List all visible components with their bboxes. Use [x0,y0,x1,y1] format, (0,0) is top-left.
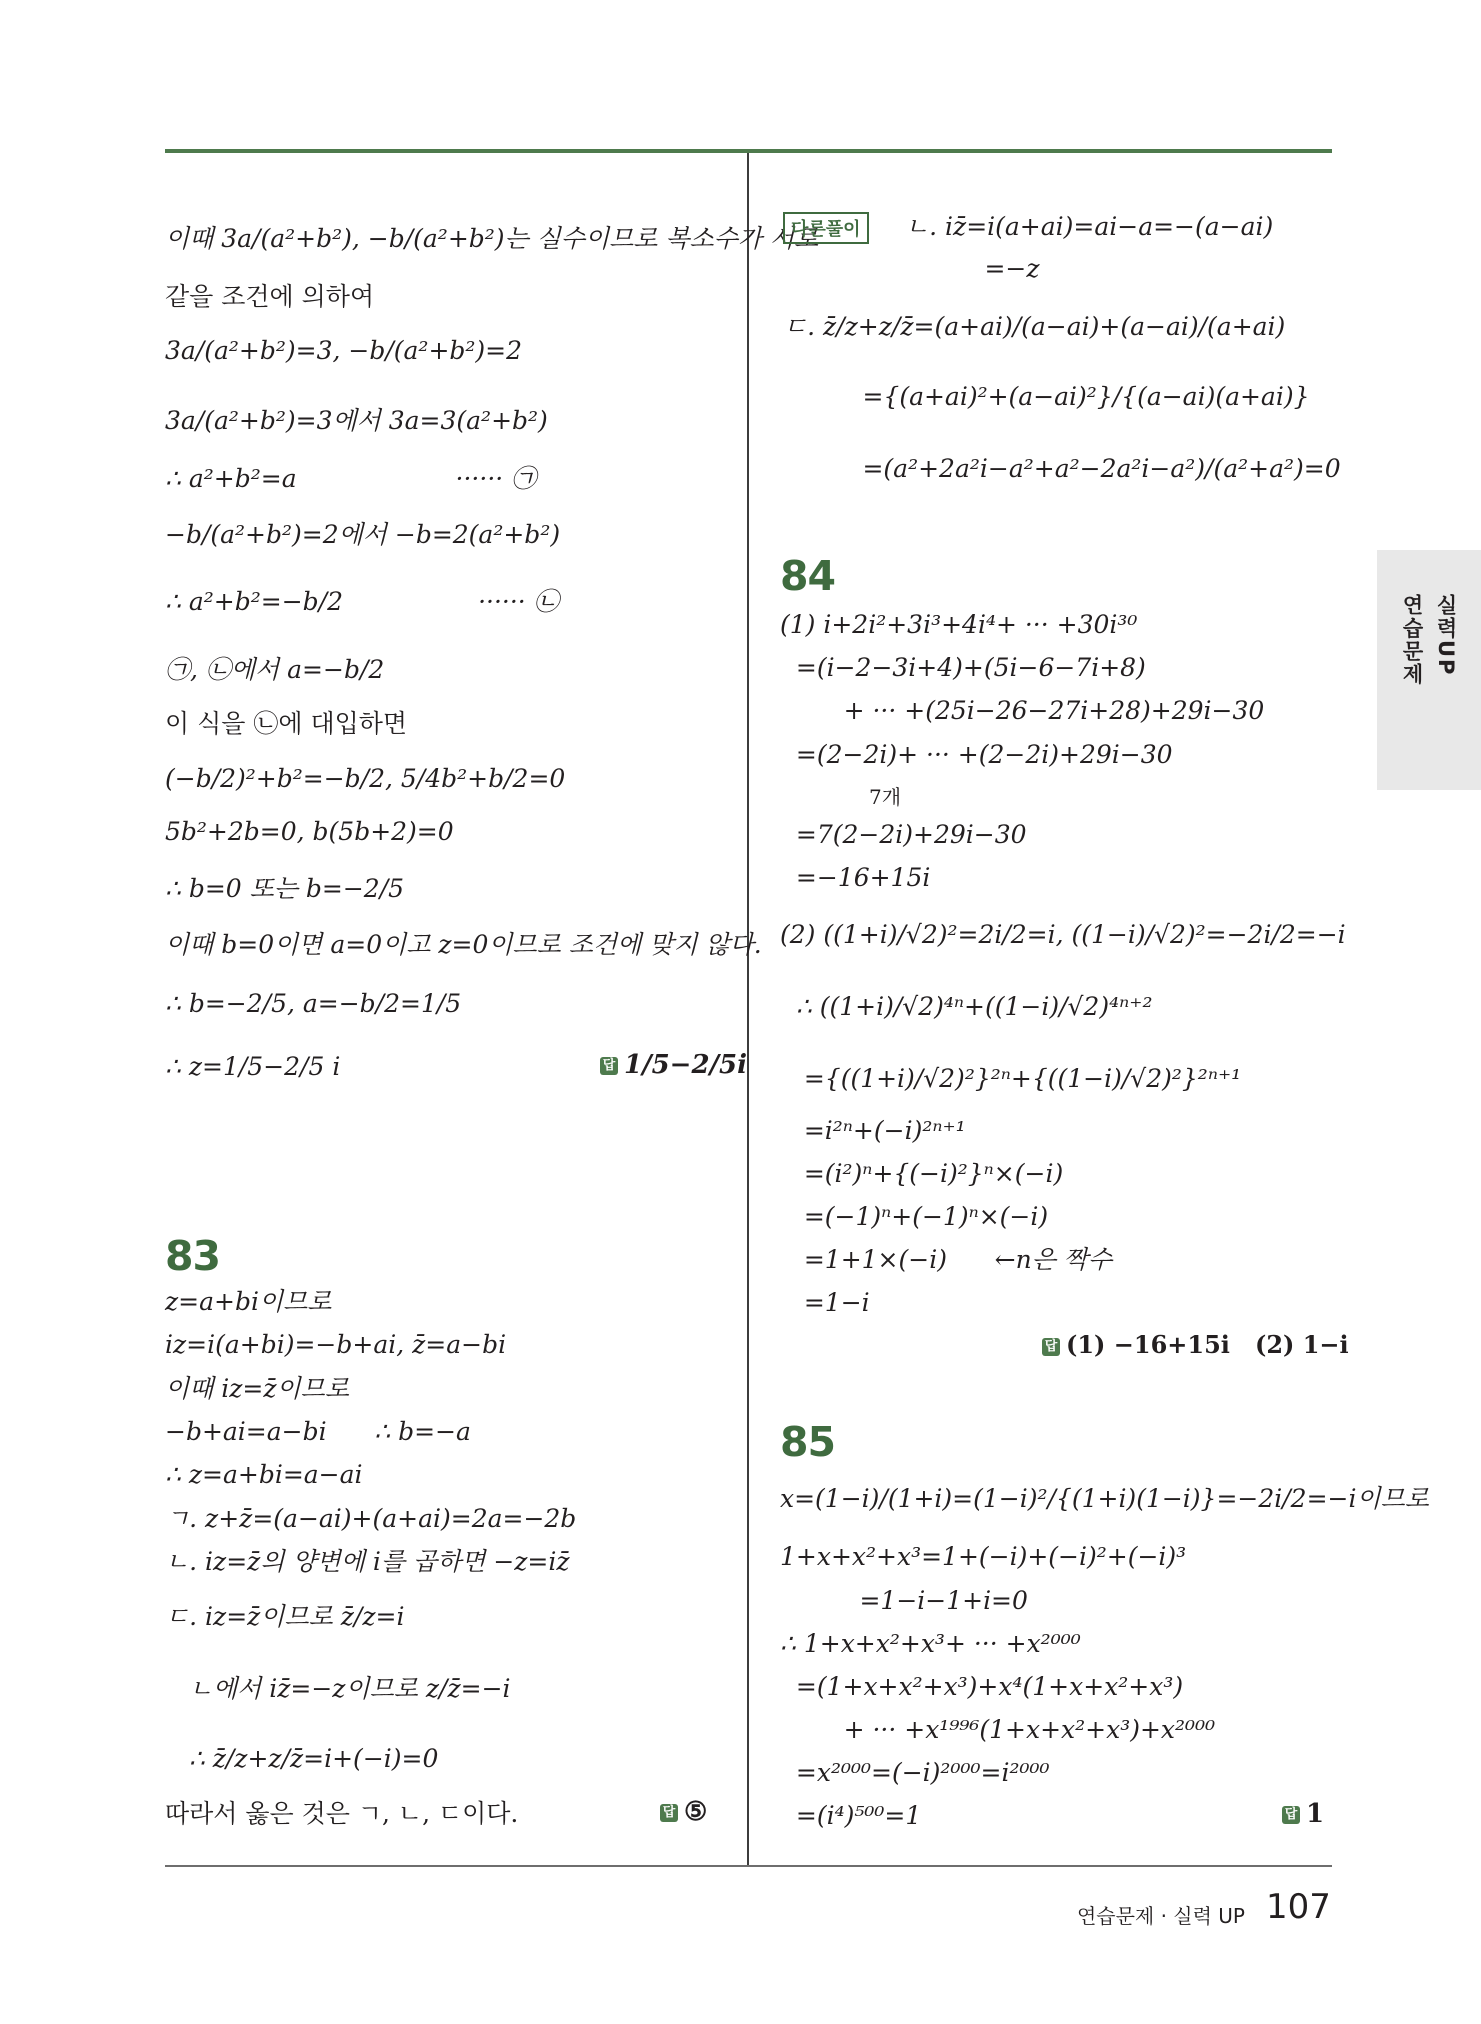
alternate-solution-tag: 다른풀이 [783,212,869,244]
alt-line: ㄷ. z̄/z+z/z̄=(a+ai)/(a−ai)+(a−ai)/(a+ai) [783,312,1286,341]
alt-line: =(a²+2a²i−a²+a²−2a²i−a²)/(a²+a²)=0 [783,454,1341,483]
q83-line: ∴ z̄/z+z/z̄=i+(−i)=0 [165,1744,439,1773]
left-line: 3a/(a²+b²)=3, −b/(a²+b²)=2 [165,336,523,365]
left-line: ∴ b=−2/5, a=−b/2=1/5 [165,989,462,1018]
q83-line: ㄴ. iz=z̄의 양변에 i를 곱하면 −z=iz̄ [165,1547,570,1576]
q84-line: =(i²)ⁿ+{(−i)²}ⁿ×(−i) [780,1159,1064,1188]
alt-line: =−z [905,254,1040,283]
q83-line: z=a+bi이므로 [165,1287,332,1316]
question-number-84: 84 [780,552,836,600]
left-line: 이때 3a/(a²+b²), −b/(a²+b²)는 실수이므로 복소수가 서로 [165,224,819,253]
left-line: 이 식을 ㉡에 대입하면 [165,709,408,738]
answer-badge-icon: 답 [600,1057,618,1075]
left-line: ㉠, ㉡에서 a=−b/2 [165,655,385,684]
left-line: ∴ b=0 또는 b=−2/5 [165,874,405,903]
q84-line: =i²ⁿ+(−i)²ⁿ⁺¹ [780,1116,966,1145]
alt-line: ={(a+ai)²+(a−ai)²}/{(a−ai)(a+ai)} [783,382,1310,411]
page-number: 107 [1266,1887,1331,1927]
answer-badge-icon: 답 [1042,1338,1060,1356]
alt-line: ㄴ. iz̄=i(a+ai)=ai−a=−(a−ai) [905,212,1274,241]
answer-82: 답 1/5−2/5i [600,1050,747,1080]
answer-84: 답 (1) −16+15i (2) 1−i [1042,1330,1349,1359]
left-line: 같을 조건에 의하여 [165,282,375,311]
q84-line: =1−i [780,1288,870,1317]
left-line: 이때 b=0이면 a=0이고 z=0이므로 조건에 맞지 않다. [165,930,762,959]
left-line: 3a/(a²+b²)=3에서 3a=3(a²+b²) [165,406,548,435]
q83-line: ㄱ. z+z̄=(a−ai)+(a+ai)=2a=−2b [165,1504,577,1533]
side-tab-line1: 실력UP [1434,594,1458,677]
left-line: ∴ a²+b²=−b/2 ······ ㉡ [165,587,559,616]
q84-line: ∴ ((1+i)/√2)⁴ⁿ+((1−i)/√2)⁴ⁿ⁺² [780,992,1153,1021]
question-number-85: 85 [780,1418,836,1466]
column-divider [747,153,749,1865]
left-line: 5b²+2b=0, b(5b+2)=0 [165,817,454,846]
q85-line: =(i⁴)⁵⁰⁰=1 [780,1801,922,1830]
q83-line: ㄴ에서 iz̄=−z이므로 z/z̄=−i [165,1674,511,1703]
side-tab-line2: 연습문제 [1400,594,1424,686]
q84-line: 7개 [780,785,902,809]
q83-line: 이때 iz=z̄이므로 [165,1374,349,1403]
q85-line: 1+x+x²+x³=1+(−i)+(−i)²+(−i)³ [780,1542,1187,1571]
q84-line: =(i−2−3i+4)+(5i−6−7i+8) [780,653,1146,682]
left-line: −b/(a²+b²)=2에서 −b=2(a²+b²) [165,520,561,549]
footer-section-label: 연습문제 · 실력 UP [1076,1904,1245,1928]
q83-line: iz=i(a+bi)=−b+ai, z̄=a−bi [165,1330,507,1359]
q85-line: x=(1−i)/(1+i)=(1−i)²/{(1+i)(1−i)}=−2i/2=−i이므로 [780,1484,1429,1513]
q84-line: (1) i+2i²+3i³+4i⁴+ ··· +30i³⁰ [780,610,1138,639]
q84-line: =−16+15i [780,863,931,892]
q84-line: ={((1+i)/√2)²}²ⁿ+{((1−i)/√2)²}²ⁿ⁺¹ [780,1064,1242,1093]
bottom-rule [165,1865,1332,1867]
question-number-83: 83 [165,1232,221,1280]
q85-line: =x²⁰⁰⁰=(−i)²⁰⁰⁰=i²⁰⁰⁰ [780,1758,1050,1787]
q83-line: 따라서 옳은 것은 ㄱ, ㄴ, ㄷ이다. [165,1799,519,1828]
answer-badge-icon: 답 [1282,1806,1300,1824]
q83-line: −b+ai=a−bi ∴ b=−a [165,1417,471,1446]
answer-83: 답 ⑤ [660,1797,707,1827]
q84-line: (2) ((1+i)/√2)²=2i/2=i, ((1−i)/√2)²=−2i/2=−i [780,920,1346,949]
q83-line: ㄷ. iz=z̄이므로 z̄/z=i [165,1602,405,1631]
left-line: ∴ a²+b²=a ······ ㉠ [165,464,537,493]
q84-line: =(2−2i)+ ··· +(2−2i)+29i−30 [780,740,1173,769]
q84-line: =(−1)ⁿ+(−1)ⁿ×(−i) [780,1202,1049,1231]
left-line: (−b/2)²+b²=−b/2, 5/4b²+b/2=0 [165,764,566,793]
q84-line: + ··· +(25i−26−27i+28)+29i−30 [780,696,1265,725]
q85-line: ∴ 1+x+x²+x³+ ··· +x²⁰⁰⁰ [780,1629,1081,1658]
q84-line: =1+1×(−i) ←n은 짝수 [780,1245,1113,1274]
q85-line: =(1+x+x²+x³)+x⁴(1+x+x²+x³) [780,1672,1184,1701]
q85-line: =1−i−1+i=0 [780,1586,1028,1615]
q83-line: ∴ z=a+bi=a−ai [165,1460,363,1489]
left-line: ∴ z=1/5−2/5 i [165,1052,341,1081]
q84-line: =7(2−2i)+29i−30 [780,820,1027,849]
q85-line: + ··· +x¹⁹⁹⁶(1+x+x²+x³)+x²⁰⁰⁰ [780,1715,1216,1744]
chapter-side-tab[interactable] [1377,550,1481,790]
answer-85: 답 1 [1282,1799,1324,1829]
answer-badge-icon: 답 [660,1804,678,1822]
